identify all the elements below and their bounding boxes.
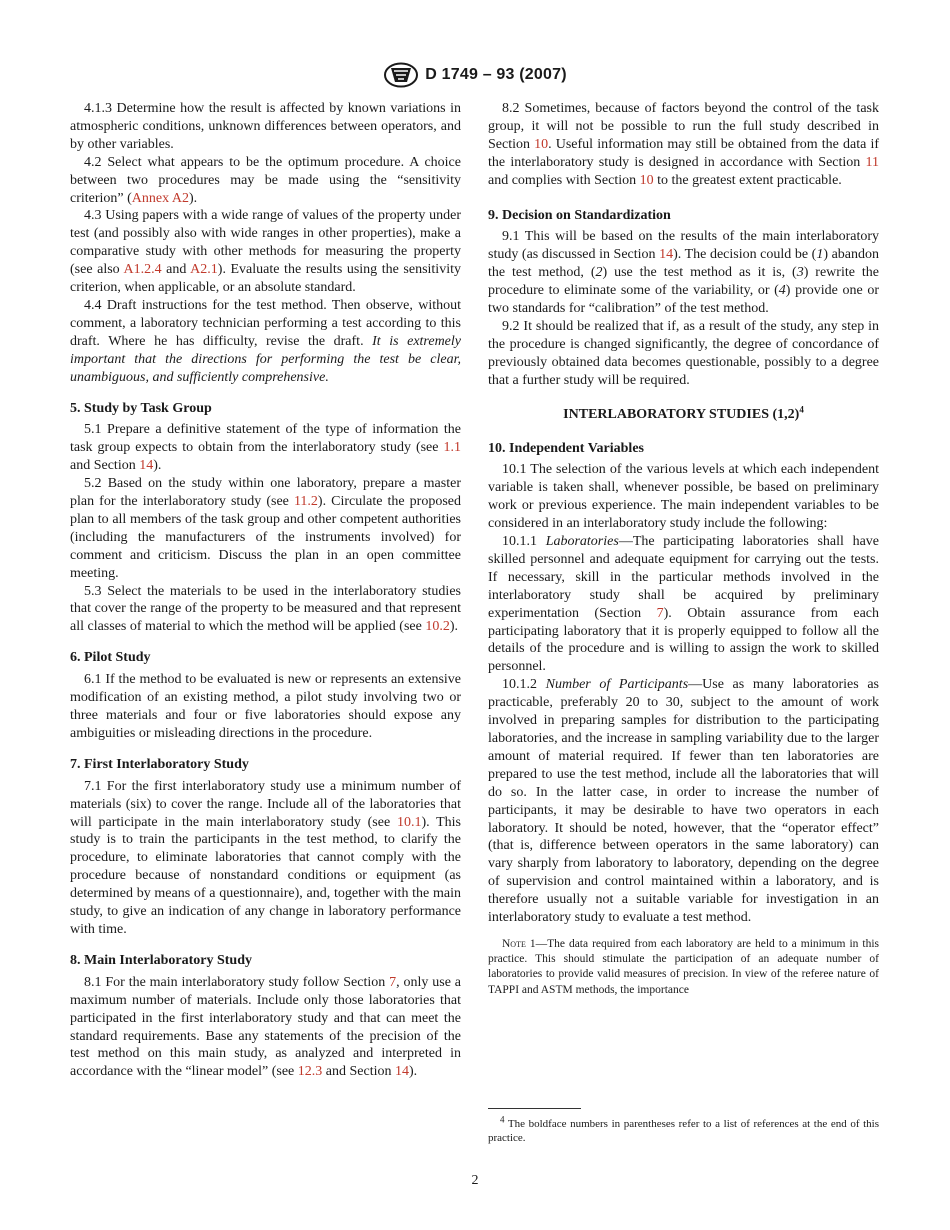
section-heading-10: 10. Independent Variables [488, 440, 644, 456]
paragraph-4-3: 4.3 Using papers with a wide range of values of the property under test (and possibly also with wide ranges in other properties), make a comparative study with other methods for measuring the property (see also A1.2.4 and A2.1). Evaluate the results using the sensitivity criterion, when applicable, or an absolute standard. [70, 208, 461, 296]
paragraph-9-1: 9.1 This will be based on the results of the main interlaboratory study (as discussed in Section 14). The decision could be (1) abandon the test method, (2) use the test method as it is, (3) rewrite the procedure to eliminate some of the variability, or (4) provide one or two standards for “calibration” of the test method. [488, 229, 880, 317]
link-section-14[interactable]: 14 [139, 458, 154, 474]
link-12-3[interactable]: 12.3 [297, 1064, 323, 1080]
section-heading-9: 9. Decision on Standardization [488, 207, 671, 223]
section-heading-7: 7. First Interlaboratory Study [70, 756, 249, 772]
link-section-11[interactable]: 11 [865, 154, 879, 170]
section-heading-8: 8. Main Interlaboratory Study [70, 952, 252, 968]
paragraph-6-1: 6.1 If the method to be evaluated is new or represents an extensive modification of an existing method, a pilot study involving two or three materials and four or five laboratories should expose any ambiguities or misleading directions in the procedure. [70, 672, 461, 741]
paragraph-10-1-2: 10.1.2 Number of Participants—Use as many laboratories as practicable, preferably 20 to 30, subject to the amount of work involved in preparing samples for distribution to the participating laboratories, and the increase in sampling variability due to the larger amount of material required. If fewer than ten laboratories are prepared to use the test method, include all the laboratories that will do so. In the latter case, in order to increase the number of participants, it may be desirable to have two operators in each laboratory. It should be noted, however, that the “operator effect” (that is, difference between operators in the same laboratory) can vary sharply from laboratory to laboratory, depending on the degree of supervision and control maintained within a laboratory, and is therefore usually not a suitable variable for investigation in an interlaboratory study to evaluate a test method. [488, 677, 879, 926]
link-section-10[interactable]: 10 [639, 172, 654, 188]
link-section-14[interactable]: 14 [659, 247, 674, 263]
paragraph-8-1: 8.1 For the main interlaboratory study follow Section 7, only use a maximum number of materials. Include only those laboratories that participated in the first interlaboratory study and that can meet the standard requirements. Base any statements of the precision of the test method on this main study, as analyzed and interpreted in accordance with the “linear model” (see 12.3 and Section 14). [70, 974, 461, 1080]
note-1: Note 1—The data required from each laboratory are held to a minimum in this practice. This should stimulate the participation of an adequate number of laboratories to provide valid measures of precision. In view of the referee nature of TAPPI and ASTM methods, the importance [488, 937, 879, 996]
paragraph-4-4: 4.4 Draft instructions for the test method. Then observe, without comment, a laboratory technician performing a test according to this draft. Where he has difficulty, revise the draft. It is extremely important that the directions for performing the test be clear, unambiguous, and sufficiently comprehensive. [70, 297, 461, 385]
paragraph-9-2: 9.2 It should be realized that if, as a result of the study, any step in the procedure is changed significantly, the degree of concordance of previously obtained data becomes questionable, possibly to a degree that a further study will be required. [488, 318, 879, 388]
page-header [0, 62, 950, 88]
paragraph-5-1: 5.1 Prepare a definitive statement of the type of information the task group expects to obtain from the interlaboratory study (see 1.1 and Section 14). [70, 422, 461, 474]
section-heading-5: 5. Study by Task Group [70, 400, 212, 416]
paragraph-5-3: 5.3 Select the materials to be used in the interlaboratory studies that cover the range of the property to be measured and that represent all classes of material to which the method will be applied (see 10.2). [70, 583, 461, 635]
footnote-4: $^4$ The boldface numbers in parentheses refer to a list of references at the end of this practice. [488, 1114, 879, 1145]
paragraph-10-1: 10.1 The selection of the various levels at which each independent variable is taken shall, whenever possible, be based on preliminary work or previous experience. The main independent variables to be considered in an interlaboratory study include the following: [488, 462, 879, 532]
link-10-1[interactable]: 10.1 [396, 814, 422, 830]
link-annex-a2[interactable]: Annex A2 [131, 190, 189, 206]
page-number: 2 [471, 1173, 479, 1188]
link-11-2[interactable]: 11.2 [293, 494, 318, 510]
link-a2-1[interactable]: A2.1 [190, 262, 218, 278]
link-section-14[interactable]: 14 [395, 1064, 409, 1080]
left-column [70, 100, 461, 1081]
paragraph-8-2: 8.2 Sometimes, because of factors beyond the control of the task group, it will not be possible to run the full study described in Section 10. Useful information may still be obtained from the data if the interlaboratory study is designed in accordance with Section 11 and complies with Section 10 to the greatest extent practicable. [488, 101, 879, 188]
link-section-7[interactable]: 7 [389, 974, 397, 990]
paragraph-5-2: 5.2 Based on the study within one laboratory, prepare a master plan for the interlaboratory study (see 11.2). Circulate the proposed plan to all members of the task group and other competent authorities (including the manufacturers of the instruments involved) for comment and criticism. Discuss the plan in an open committee meeting. [70, 476, 461, 581]
link-1-1[interactable]: 1.1 [443, 440, 461, 456]
link-a1-2-4[interactable]: A1.2.4 [123, 262, 162, 278]
link-section-10[interactable]: 10 [534, 136, 549, 152]
right-column [488, 100, 879, 998]
document-designation: D 1749 – 93 (2007) [425, 66, 567, 84]
paragraph-4-2: 4.2 Select what appears to be the optimum procedure. A choice between two procedures may be made using the “sensitivity criterion” (Annex A2). [70, 154, 461, 206]
section-heading-6: 6. Pilot Study [70, 650, 151, 666]
link-section-7[interactable]: 7 [656, 605, 664, 621]
paragraph-4-1-3: 4.1.3 Determine how the result is affected by known variations in atmospheric conditions, unknown differences between operators, and by other variables. [70, 101, 461, 152]
link-10-2[interactable]: 10.2 [425, 619, 450, 635]
paragraph-10-1-1: 10.1.1 Laboratories—The participating laboratories shall have skilled personnel and adequate equipment for carrying out the tests. If necessary, skill in the particular methods involved in the interlaboratory study shall be acquired by preliminary experimentation (Section 7). Obtain assurance from each participating laboratory that it is properly equipped to follow all the details of the procedure and is willing to assign the work to skilled personnel. [488, 534, 879, 675]
footnote-rule [488, 1108, 581, 1109]
paragraph-7-1: 7.1 For the first interlaboratory study use a minimum number of materials (six) to cover the range. Include all of the laboratories that will participate in the main interlaboratory study (see 10.1). This study is to train the participants in the test method, to clarify the procedure, to eliminate laboratories that cannot comply with the procedure because of nonstandard conditions or equipment (as determined by means of a questionnaire), and, together with the main study, to give an indication of any change in laboratory performance with time. [70, 778, 461, 937]
astm-logo-icon [383, 62, 419, 88]
interlaboratory-studies-heading: INTERLABORATORY STUDIES $(1,2)^4$ [563, 403, 804, 422]
